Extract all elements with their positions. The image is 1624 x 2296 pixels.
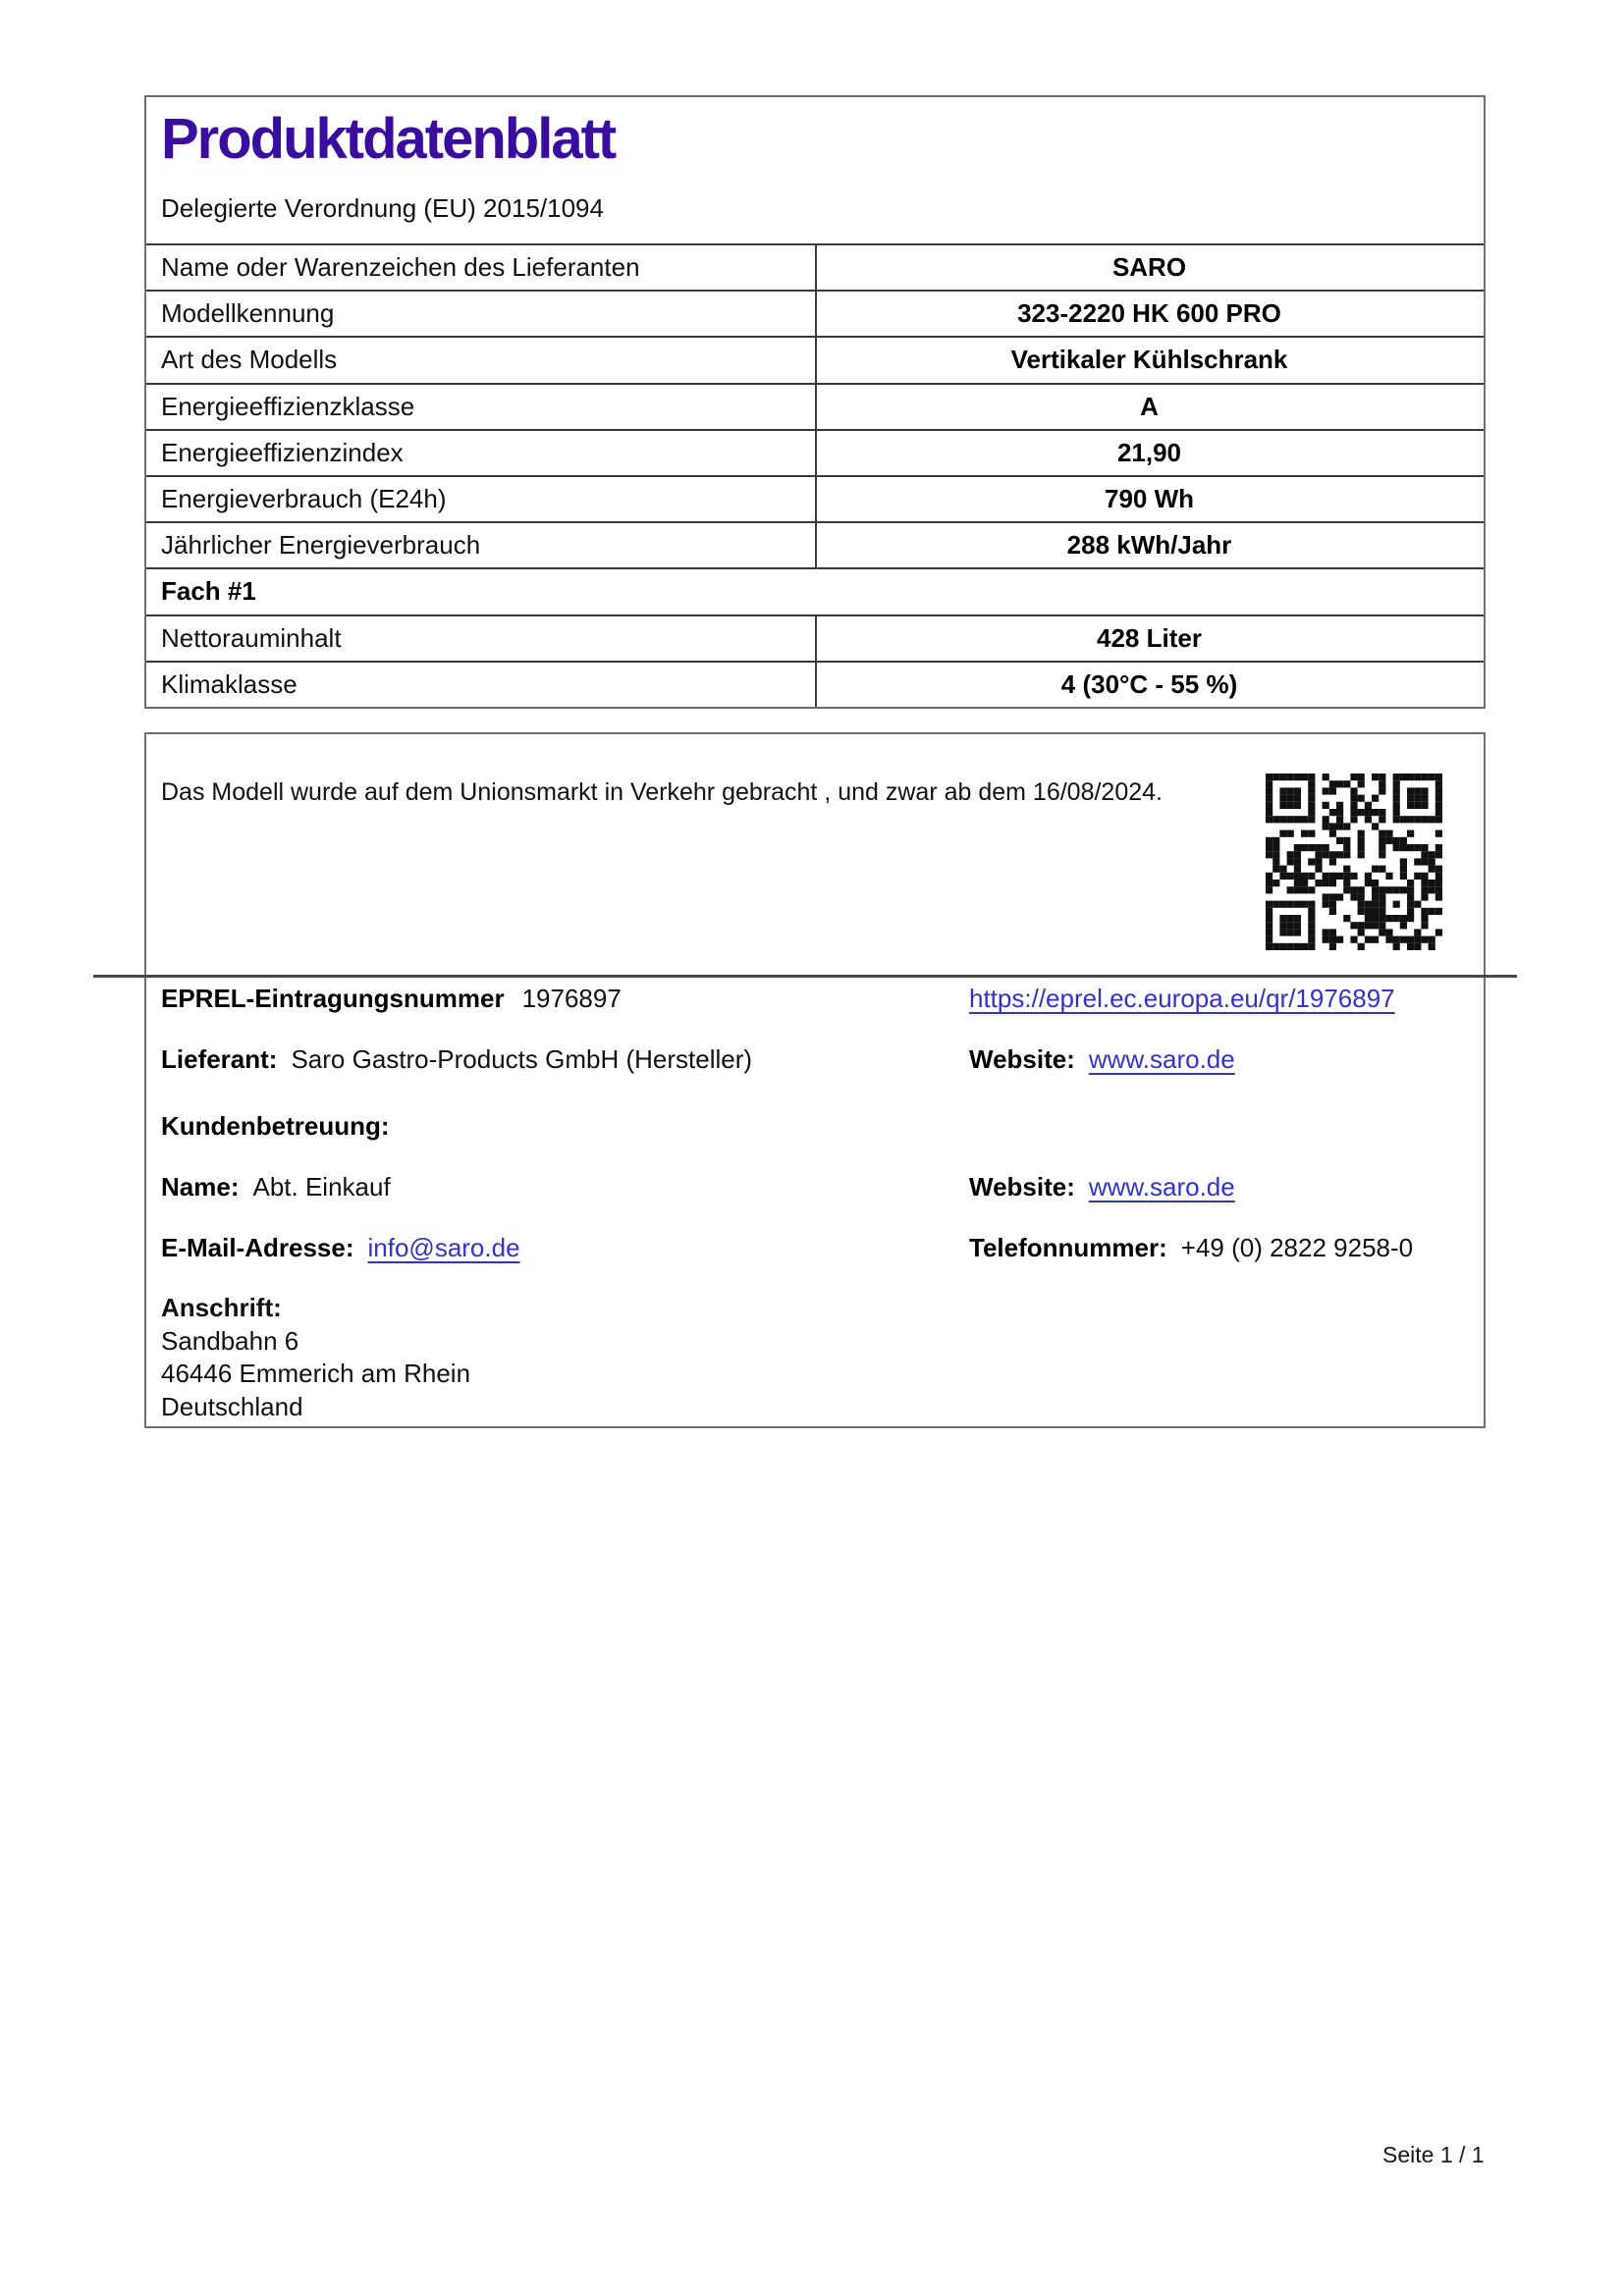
- website2-label: Website:: [969, 1172, 1075, 1201]
- support-heading: Kundenbetreuung:: [161, 1111, 390, 1141]
- row-value: 790 Wh: [1104, 484, 1195, 514]
- phone-label: Telefonnummer:: [969, 1233, 1167, 1262]
- website2-link[interactable]: www.saro.de: [1088, 1172, 1235, 1201]
- supplier-label: Lieferant:: [161, 1044, 278, 1074]
- eprel-row: [161, 982, 622, 1015]
- row-value: 288 kWh/Jahr: [1066, 530, 1232, 561]
- page-number: Seite 1 / 1: [1382, 2142, 1485, 2167]
- name-label: Name:: [161, 1172, 240, 1201]
- page-title: Produktdatenblatt: [161, 107, 616, 171]
- table-row: [146, 661, 1484, 707]
- row-label: Energieeffizienzindex: [146, 431, 817, 475]
- row-value: Vertikaler Kühlschrank: [1010, 345, 1288, 375]
- regulation-subtitle: Delegierte Verordnung (EU) 2015/1094: [161, 193, 604, 223]
- supplier-row: [161, 1042, 752, 1076]
- eprel-link[interactable]: https://eprel.ec.europa.eu/qr/1976897: [969, 984, 1395, 1013]
- address-line: Sandbahn 6: [161, 1325, 299, 1356]
- address-block: [161, 1292, 470, 1423]
- spec-table: [146, 243, 1484, 707]
- table-row: [146, 336, 1484, 382]
- website-row-2: [969, 1170, 1235, 1203]
- title-block: [146, 97, 1484, 243]
- table-row: [146, 243, 1484, 290]
- email-label: E-Mail-Adresse:: [161, 1233, 354, 1262]
- name-row: [161, 1170, 391, 1203]
- table-row: [146, 475, 1484, 521]
- supplier-name: Saro Gastro-Products GmbH (Hersteller): [291, 1044, 753, 1074]
- table-row: [146, 521, 1484, 567]
- row-label: Fach #1: [161, 576, 256, 607]
- row-label: Energieeffizienzklasse: [146, 385, 817, 429]
- email-row: [161, 1231, 520, 1264]
- eprel-label: EPREL-Eintragungsnummer: [161, 984, 505, 1013]
- row-label: Klimaklasse: [146, 663, 817, 707]
- market-info-box: [144, 732, 1486, 1428]
- row-value: 4 (30°C - 55 %): [1060, 668, 1238, 699]
- row-value: 323-2220 HK 600 PRO: [1017, 298, 1281, 329]
- website-label: Website:: [969, 1044, 1075, 1074]
- eprel-number: 1976897: [521, 984, 622, 1013]
- section-divider: [93, 975, 1517, 978]
- row-label: Modellkennung: [146, 292, 817, 336]
- table-row: [146, 383, 1484, 429]
- website-row: [969, 1042, 1235, 1076]
- address-line: Deutschland: [161, 1391, 303, 1421]
- phone-value: +49 (0) 2822 9258-0: [1180, 1233, 1414, 1262]
- table-section-row: [146, 567, 1484, 614]
- eprel-link-row: [969, 982, 1395, 1015]
- address-label: Anschrift:: [161, 1293, 282, 1322]
- phone-row: [969, 1231, 1413, 1264]
- row-label: Art des Modells: [146, 338, 817, 382]
- table-row: [146, 290, 1484, 336]
- row-value: SARO: [1111, 252, 1187, 283]
- row-label: Jährlicher Energieverbrauch: [146, 523, 817, 567]
- table-row: [146, 614, 1484, 661]
- address-line: 46446 Emmerich am Rhein: [161, 1359, 471, 1388]
- qr-code: [1266, 774, 1442, 950]
- row-label: Name oder Warenzeichen des Lieferanten: [146, 245, 817, 290]
- row-label: Energieverbrauch (E24h): [146, 477, 817, 521]
- row-label: Nettorauminhalt: [146, 616, 817, 661]
- product-datasheet-box: [144, 95, 1486, 709]
- support-heading-row: [161, 1109, 390, 1143]
- row-value: A: [1140, 391, 1159, 421]
- website-link[interactable]: www.saro.de: [1088, 1044, 1235, 1074]
- email-link[interactable]: info@saro.de: [367, 1233, 520, 1262]
- name-value: Abt. Einkauf: [252, 1172, 391, 1201]
- market-placement-text: Das Modell wurde auf dem Unionsmarkt in Verkehr gebracht , und zwar ab dem 16/08/2024.: [161, 778, 1163, 806]
- table-row: [146, 429, 1484, 475]
- row-value: 21,90: [1116, 437, 1182, 467]
- row-value: 428 Liter: [1097, 622, 1202, 653]
